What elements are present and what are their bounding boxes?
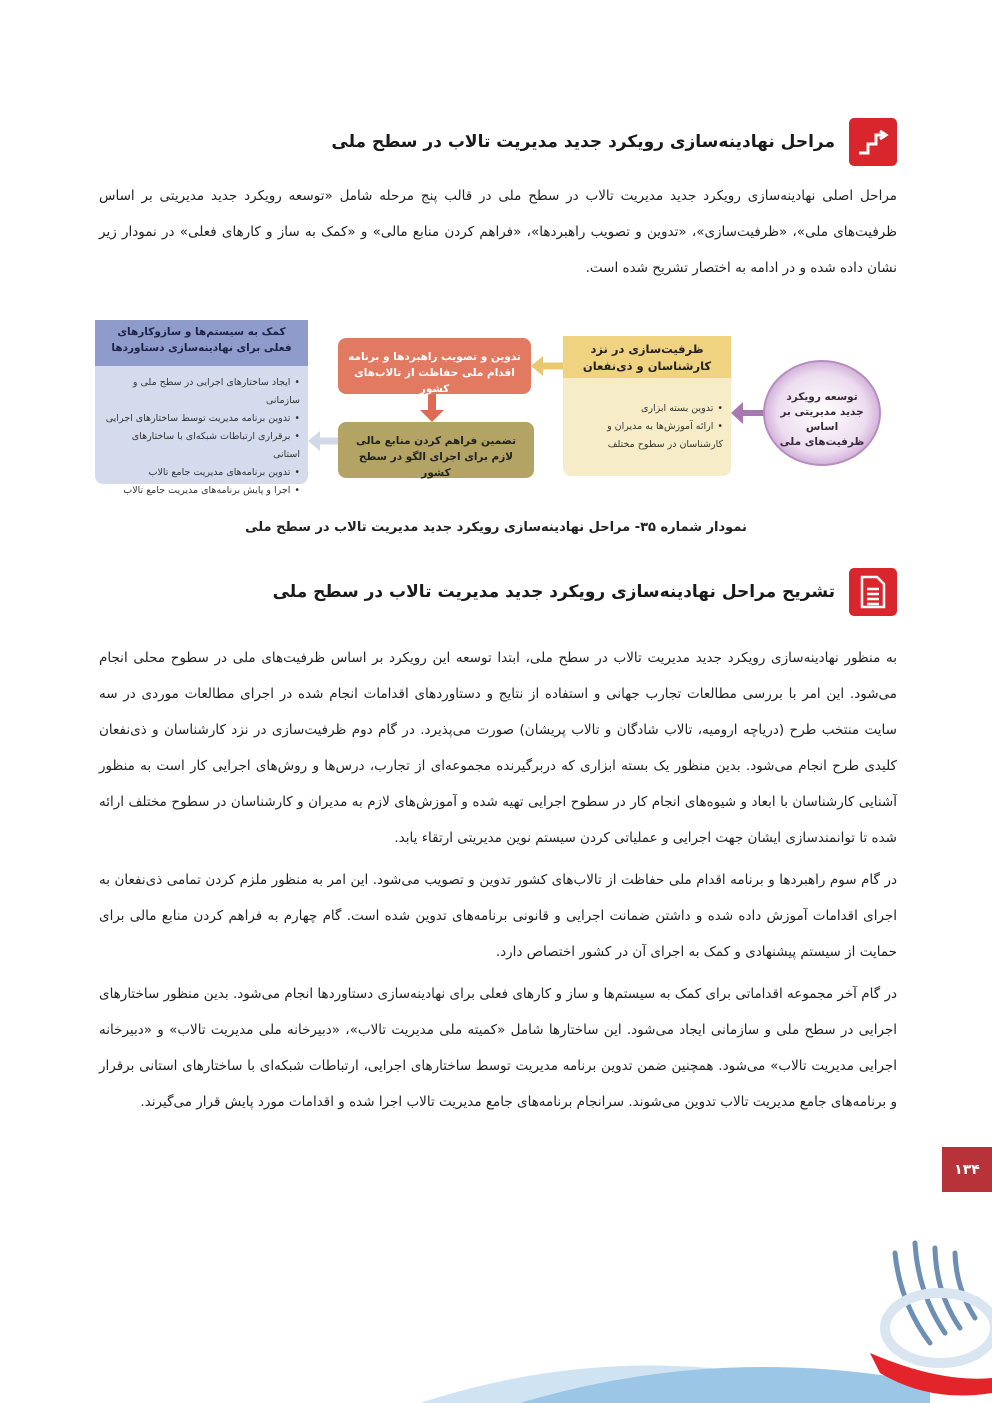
capacity-item: • ارائه آموزش‌ها به مدیران و کارشناسان در سطوح مختلف	[571, 418, 723, 454]
support-item: • تدوین برنامه‌های مدیریت جامع تالاب	[103, 464, 300, 482]
document-icon	[849, 568, 897, 616]
support-title: کمک به سیستم‌ها و سازوکارهای فعلی برای نهادینه‌سازی دستاوردها	[95, 320, 308, 366]
arrowhead-finance-to-support	[308, 431, 320, 451]
page-number: ۱۳۴	[942, 1147, 992, 1192]
footer-wave-decoration	[0, 1233, 992, 1403]
arrowhead-capacity-to-strategy	[531, 356, 543, 376]
support-item: • تدوین برنامه مدیریت توسط ساختارهای اجرایی	[103, 410, 300, 428]
section2-heading	[273, 568, 897, 616]
circle-label: توسعه رویکرد جدید مدیریتی بر اساس ظرفیت‌های ملی	[779, 391, 865, 448]
section2-paragraph: در گام آخر مجموعه اقداماتی برای کمک به سیستم‌ها و ساز و کارهای فعلی برای نهادینه‌سازی دستاوردها انجام می‌شود. بدین منظور ساختارهای اجرایی در سطح ملی و سازمانی ایجاد می‌شود. این ساختارها شامل «کمیته ملی مدیریت تالاب»، «دبیرخانه ملی مدیریت تالاب» و «دبیرخانه اجرایی مدیریت تالاب» می‌شود. همچنین ضمن تدوین برنامه مدیریت توسط ساختارهای اجرایی، ارتباطات شبکه‌ای با ساختارهای استانی برقرار و برنامه‌های جامع مدیریت تالاب تدوین می‌شوند. سرانجام برنامه‌های جامع مدیریت تالاب اجرا شده و اقدامات مورد پایش قرار می‌گیرند.	[99, 986, 897, 1110]
arrowhead-circle-to-capacity	[731, 402, 743, 424]
capacity-box	[563, 336, 731, 476]
capacity-item: • تدوین بسته ابزاری	[571, 400, 723, 418]
section2-title: تشریح مراحل نهادینه‌سازی رویکرد جدید مدیریت تالاب در سطح ملی	[272, 582, 835, 602]
support-item: • اجرا و پایش برنامه‌های مدیریت جامع تالاب	[103, 482, 300, 500]
support-item: • ایجاد ساختارهای اجرایی در سطح ملی و سازمانی	[103, 374, 300, 410]
strategy-box: تدوین و تصویب راهبردها و برنامه اقدام ملی حفاظت از تالاب‌های کشور	[338, 338, 531, 394]
capacity-list	[563, 378, 731, 454]
support-item: • برقراری ارتباطات شبکه‌ای با ساختارهای استانی	[103, 428, 300, 464]
support-box	[95, 320, 308, 496]
section2-body	[99, 640, 897, 1120]
section1-heading	[331, 118, 897, 166]
flow-diagram	[95, 318, 895, 496]
stairs-arrow-icon	[849, 118, 897, 166]
diagram-caption: نمودار شماره ۳۵- مراحل نهادینه‌سازی رویکرد جدید مدیریت تالاب در سطح ملی	[245, 520, 747, 535]
section1-title: مراحل نهادینه‌سازی رویکرد جدید مدیریت تالاب در سطح ملی	[331, 132, 835, 152]
section2-paragraph: به منظور نهادینه‌سازی رویکرد جدید مدیریت تالاب در سطح ملی، ابتدا توسعه این رویکرد بر اساس ظرفیت‌های ملی در سطوح محلی انجام می‌شود. این امر با بررسی مطالعات تجارب جهانی و استفاده از نتایج و دستاوردهای اقدامات انجام شده در اجرای مطالعات موردی در سه سایت منتخب طرح (دریاچه ارومیه، تالاب شادگان و تالاب پریشان) صورت می‌پذیرد. در گام دوم ظرفیت‌سازی در نزد کارشناسان و ذی‌نفعان کلیدی طرح انجام می‌شود. بدین منظور یک بسته ابزاری که دربرگیرنده مجموعه‌ای از تجارب، درس‌ها و روش‌های اجرایی کار است به منظور آشنایی کارشناسان با ابعاد و شیوه‌های انجام کار در سطوح اجرایی تهیه شده و آموزش‌های لازم به مدیران و کارشناسان در سطوح مختلف ارائه شده تا توانمندسازی ایشان جهت اجرایی و عملیاتی کردن سیستم نوین مدیریتی ارتقاء یابد.	[99, 650, 897, 846]
capacity-title: ظرفیت‌سازی در نزد کارشناسان و ذی‌نفعان	[563, 336, 731, 378]
section2-paragraph: در گام سوم راهبردها و برنامه اقدام ملی حفاظت از تالاب‌های کشور تدوین و تصویب می‌شود. این امر به منظور ملزم کردن تمامی ذی‌نفعان به اجرای اقدامات آموزش داده شده و داشتن ضمانت اجرایی و قانونی برنامه‌های تدوین شده است. گام چهارم به فراهم کردن منابع مالی برای حمایت از سیستم پیشنهادی و کمک به اجرای آن در کشور اختصاص دارد.	[99, 872, 897, 960]
support-list	[95, 366, 308, 500]
arrowhead-strategy-to-finance	[420, 410, 444, 422]
finance-box: تضمین فراهم کردن منابع مالی لازم برای اجرای الگو در سطح کشور	[338, 422, 534, 478]
section1-paragraph: مراحل اصلی نهادینه‌سازی رویکرد جدید مدیریت تالاب در سطح ملی در قالب پنج مرحله شامل «توسعه رویکرد جدید مدیریتی بر اساس ظرفیت‌های ملی»، «ظرفیت‌سازی»، «تدوین و تصویب راهبردها»، «فراهم کردن منابع مالی» و «کمک به ساز و کارهای فعلی» در نمودار زیر نشان داده شده و در ادامه به اختصار تشریح شده است.	[99, 188, 897, 276]
